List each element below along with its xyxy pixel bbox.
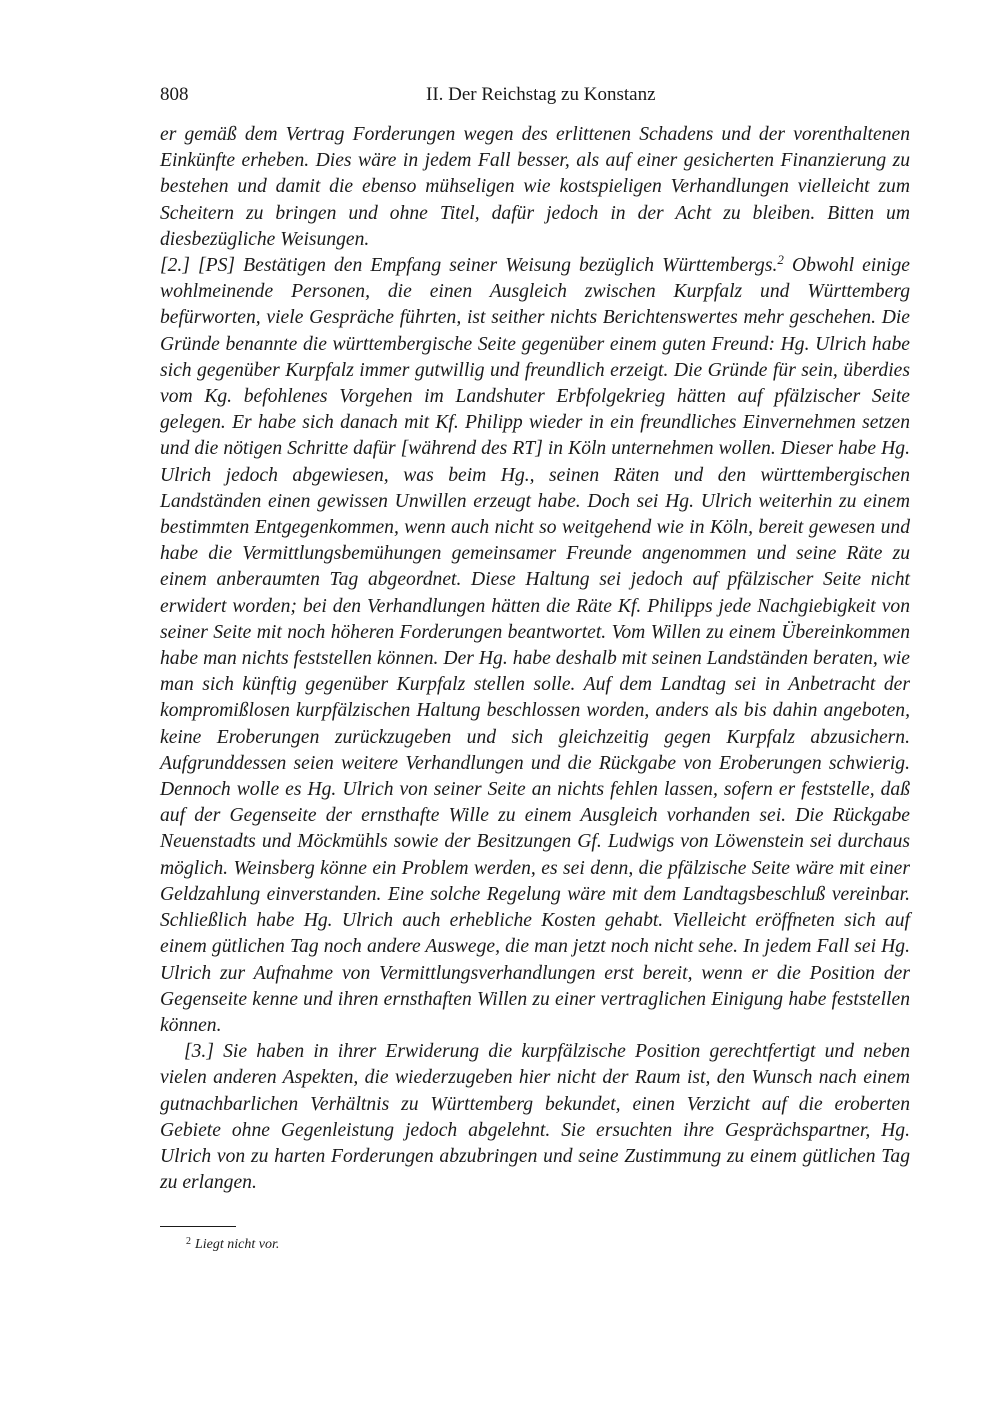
paragraph-2 [160,253,910,1039]
footnote-mark: 2 [186,1236,191,1247]
running-title: II. Der Reichstag zu Konstanz [426,84,656,105]
footnote-divider [160,1226,236,1227]
paragraph-2-start: [2.] [PS] Bestätigen den Empfang seiner Weisung bezüglich Württembergs. [160,255,778,277]
main-text [160,122,910,1196]
footnote-text: Liegt nicht vor. [195,1237,280,1252]
page-number: 808 [160,84,189,105]
paragraph-3: [3.] Sie haben in ihrer Erwiderung die kurpfälzische Position gerechtfertigt und neben vielen anderen Aspekten, die wiederzugeben hier nicht der Raum ist, den Wunsch nach einem gutnachbarlichen Verhältnis zu Württemberg bekundet, einen Verzicht auf die eroberten Gebiete ohne Gegenleistung jedoch abgelehnt. Sie ersuchten ihre Gesprächspartner, Hg. Ulrich von zu harten Forderungen abzubringen und seine Zustimmung zu einem gütlichen Tag zu erlangen. [160,1041,910,1194]
running-head [160,80,910,110]
footnote [186,1233,279,1254]
paragraph-2-rest: Obwohl einige wohlmeinende Personen, die einen Ausgleich zwischen Kurpfalz und Württemberg befürworten, viele Gespräche führten, ist seither nichts Berichtenswertes mehr geschehen. Die Gründe benannte die württembergische Seite gegenüber einem guten Freund: Hg. Ulrich habe sich gegenüber Kurpfalz immer gutwillig und freundlich erzeigt. Die Gründe für sein, überdies vom Kg. befohlenes Vorgehen im Landshuter Erbfolgekrieg hätten auf pfälzischer Seite gelegen. Er habe sich danach mit Kf. Philipp wieder in ein freundliches Einvernehmen setzen und die nötigen Schritte dafür [während des RT] in Köln unternehmen wollen. Dieser habe Hg. Ulrich jedoch abgewiesen, was beim Hg., seinen Räten und den württembergischen Landständen einen gewissen Unwillen erzeugt habe. Doch sei Hg. Ulrich weiterhin zu einem bestimmten Entgegenkommen, wenn auch nicht so weitgehend wie in Köln, bereit gewesen und habe die Vermittlungsbemühungen gemeinsamer Freunde angenommen und seine Räte zu einem anberaumten Tag abgeordnet. Diese Haltung sei jedoch auf pfälzischer Seite nicht erwidert worden; bei den Verhandlungen hätten die Räte Kf. Philipps jede Nachgiebigkeit von seiner Seite mit noch höheren Forderungen beantwortet. Vom Willen zu einem Übereinkommen habe man nichts feststellen können. Der Hg. habe deshalb mit seinen Landständen beraten, wie man sich künftig gegenüber Kurpfalz stellen solle. Auf dem Landtag sei in Anbetracht der kompromißlosen kurpfälzischen Haltung beschlossen worden, anders als bis dahin angeboten, keine Eroberungen zurückzugeben und sich gleichzeitig gegen Kurpfalz abzusichern. Aufgrunddessen seien weitere Verhandlungen und die Rückgabe von Eroberungen schwierig. Dennoch wolle es Hg. Ulrich von seiner Seite an nichts fehlen lassen, sofern er feststelle, daß auf der Gegenseite der ernsthafte Wille zu einem Ausgleich vorhanden sei. Die Rückgabe Neuenstadts und Möckmühls sowie der Besitzungen Gf. Ludwigs von Löwenstein sei durchaus möglich. Weinsberg könne ein Problem werden, es sei denn, die pfälzische Seite wäre mit einer Geldzahlung einverstanden. Eine solche Regelung wäre mit dem Landtagsbeschluß vereinbar. Schließlich habe Hg. Ulrich auch erhebliche Kosten gehabt. Vielleicht eröffneten sich auf einem gütlichen Tag noch andere Auswege, die man jetzt noch nicht sehe. In jedem Fall sei Hg. Ulrich zur Aufnahme von Vermittlungsverhandlungen erst bereit, wenn er die Position der Gegenseite kenne und ihren ernsthaften Willen zu einer vertraglichen Einigung habe feststellen können. [160,255,910,1036]
footnote-reference[interactable]: 2 [777,252,784,268]
paragraph-1: er gemäß dem Vertrag Forderungen wegen des erlittenen Schadens und der vorenthaltenen Einkünfte erheben. Dies wäre in jedem Fall besser, als auf einer gesicherten Finanzierung zu bestehen und damit die ebenso mühseligen wie kostspieligen Verhandlungen vielleicht zum Scheitern zu bringen und ohne Titel, dafür jedoch in der Acht zu bleiben. Bitten um diesbezügliche Weisungen. [160,124,910,250]
